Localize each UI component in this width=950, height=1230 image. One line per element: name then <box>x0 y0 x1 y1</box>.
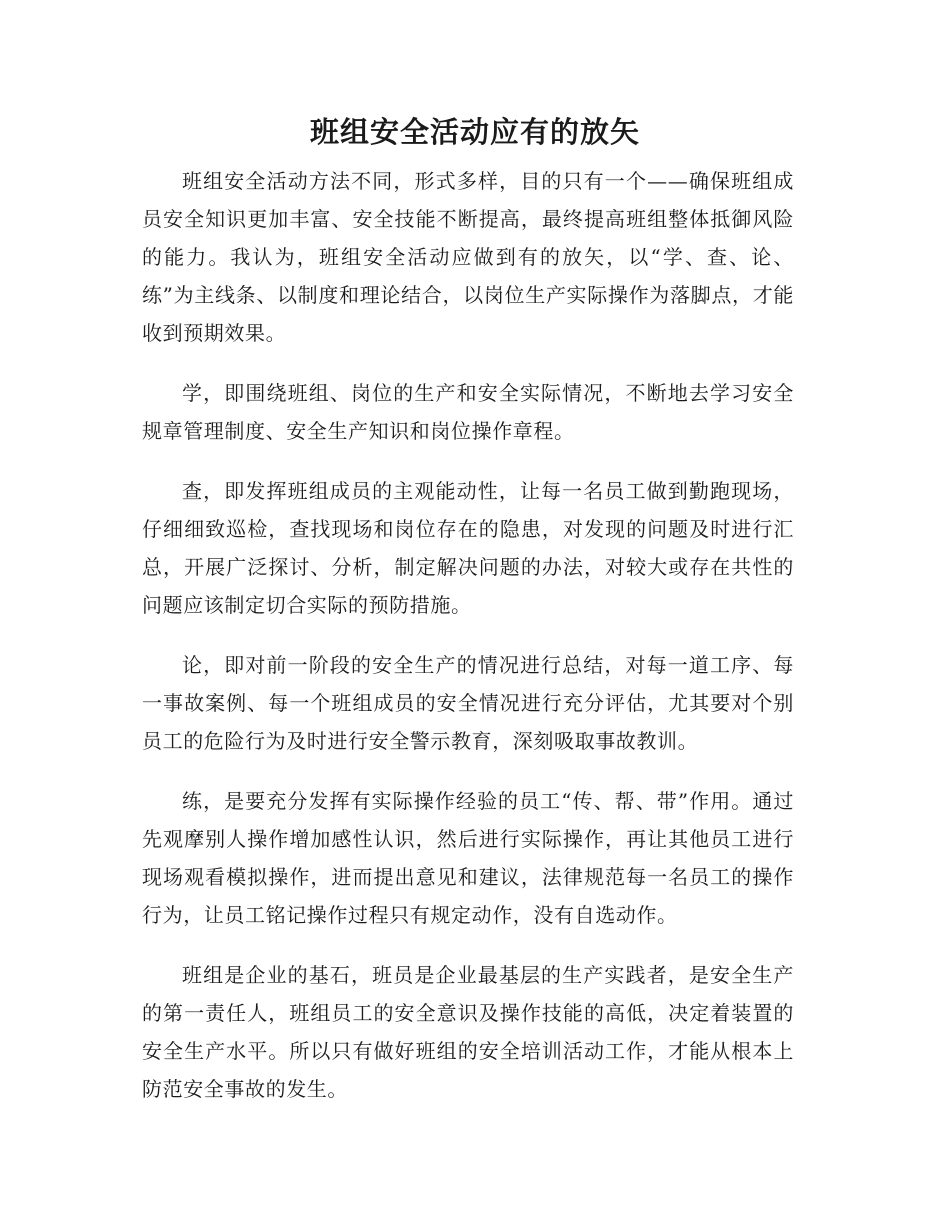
document-body <box>142 162 794 1130</box>
document-title: 班组安全活动应有的放矢 <box>309 115 640 149</box>
paragraph-intro: 班组安全活动方法不同，形式多样，目的只有一个——确保班组成员安全知识更加丰富、安全技能不断提高，最终提高班组整体抵御风险的能力。我认为，班组安全活动应做到有的放矢，以“学、查、论、练”为主线条、以制度和理论结合，以岗位生产实际操作为落脚点，才能收到预期效果。 <box>142 169 794 345</box>
paragraph-inspect: 查，即发挥班组成员的主观能动性，让每一名员工做到勤跑现场，仔细细致巡检，查找现场和岗位存在的隐患，对发现的问题及时进行汇总，开展广泛探讨、分析，制定解决问题的办法，对较大或存在共性的问题应该制定切合实际的预防措施。 <box>142 479 794 617</box>
paragraph-practice: 练，是要充分发挥有实际操作经验的员工“传、帮、带”作用。通过先观摩别人操作增加感性认识，然后进行实际操作，再让其他员工进行现场观看模拟操作，进而提出意见和建议，法律规范每一名员工的操作行为，让员工铭记操作过程只有规定动作，没有自选动作。 <box>142 789 794 927</box>
paragraph-discuss: 论，即对前一阶段的安全生产的情况进行总结，对每一道工序、每一事故案例、每一个班组成员的安全情况进行充分评估，尤其要对个别员工的危险行为及时进行安全警示教育，深刻吸取事故教训。 <box>142 653 794 753</box>
paragraph-study: 学，即围绕班组、岗位的生产和安全实际情况，不断地去学习安全规章管理制度、安全生产知识和岗位操作章程。 <box>142 381 794 443</box>
paragraph-conclusion: 班组是企业的基石，班员是企业最基层的生产实践者，是安全生产的第一责任人，班组员工的安全意识及操作技能的高低，决定着装置的安全生产水平。所以只有做好班组的安全培训活动工作，才能从根本上防范安全事故的发生。 <box>142 963 794 1101</box>
